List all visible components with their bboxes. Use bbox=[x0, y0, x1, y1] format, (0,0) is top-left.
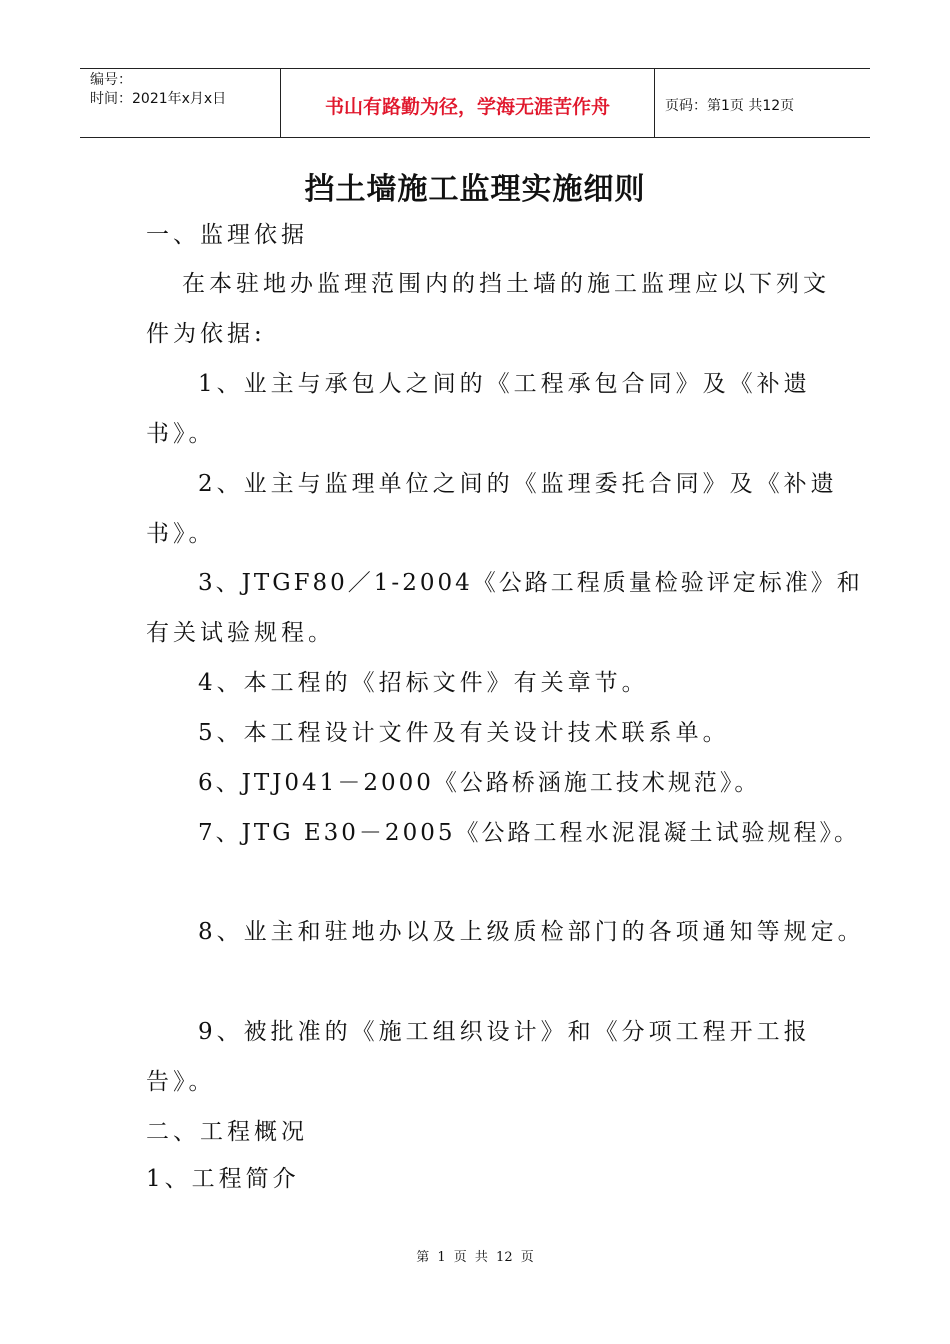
page-footer: 第 1 页 共 12 页 bbox=[416, 1250, 534, 1265]
document-header bbox=[80, 68, 870, 138]
list-item: 1、业主与承包人之间的《工程承包合同》及《补遗 bbox=[198, 371, 811, 397]
list-item: 5、本工程设计文件及有关设计技术联系单。 bbox=[198, 720, 730, 746]
header-page-cell bbox=[655, 69, 870, 137]
list-item-continuation: 书》。 bbox=[146, 521, 216, 547]
list-item-continuation: 书》。 bbox=[146, 421, 216, 447]
list-item-continuation: 有关试验规程。 bbox=[146, 620, 335, 646]
section-heading-basis: 一、监理依据 bbox=[146, 222, 308, 248]
list-item: 7、JTG E30－2005《公路工程水泥混凝土试验规程》。 bbox=[198, 820, 860, 846]
list-item-continuation: 告》。 bbox=[146, 1069, 216, 1095]
document-title: 挡土墙施工监理实施细则 bbox=[304, 172, 646, 207]
paragraph-line: 在本驻地办监理范围内的挡土墙的施工监理应以下列文 bbox=[182, 271, 830, 297]
list-item: 8、业主和驻地办以及上级质检部门的各项通知等规定。 bbox=[198, 919, 865, 945]
paragraph-line: 件为依据: bbox=[146, 321, 266, 347]
list-item: 2、业主与监理单位之间的《监理委托合同》及《补遗 bbox=[198, 471, 838, 497]
document-number-label: 编号： bbox=[90, 72, 132, 88]
list-item: 9、被批准的《施工组织设计》和《分项工程开工报 bbox=[198, 1019, 811, 1045]
document-date: 时间：2021年x月x日 bbox=[90, 91, 227, 107]
header-motto: 书山有路勤为径，学海无涯苦作舟 bbox=[324, 95, 610, 118]
subsection-heading: 1、工程简介 bbox=[146, 1166, 300, 1192]
list-item: 3、JTGF80／1-2004《公路工程质量检验评定标准》和 bbox=[198, 570, 863, 596]
list-item: 4、本工程的《招标文件》有关章节。 bbox=[198, 670, 649, 696]
section-heading-overview: 二、工程概况 bbox=[146, 1119, 308, 1145]
header-page-info: 页码：第1页 共12页 bbox=[665, 98, 795, 114]
header-meta-cell bbox=[80, 69, 281, 137]
list-item: 6、JTJ041－2000《公路桥涵施工技术规范》。 bbox=[198, 770, 761, 796]
header-motto-cell bbox=[281, 69, 655, 137]
